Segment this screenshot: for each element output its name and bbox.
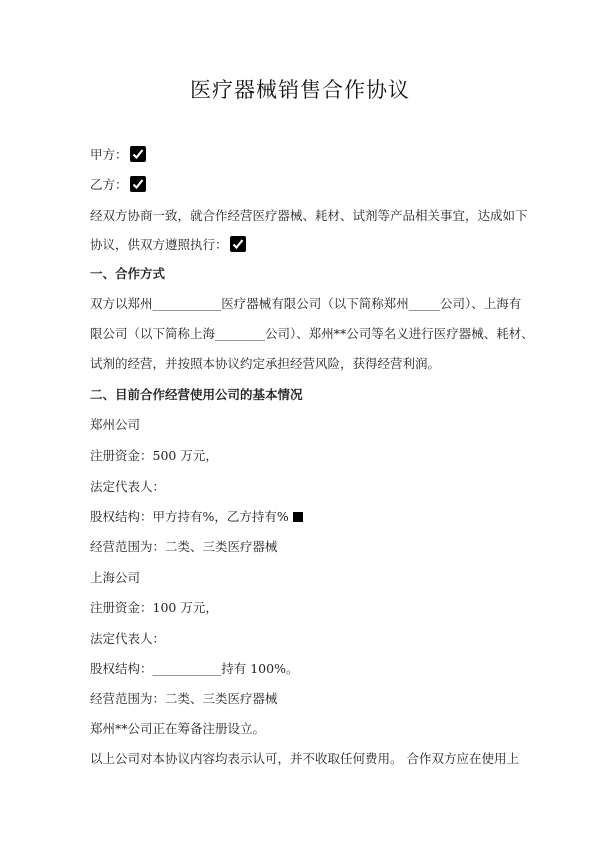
intro-line-2	[90, 236, 246, 254]
zhengzhou-new-company: 郑州**公司正在筹备注册设立。	[90, 721, 266, 736]
intro-line-1: 经双方协商一致，就合作经营医疗器械、耗材、试剂等产品相关事宜，达成如下	[90, 208, 528, 223]
zhengzhou-legal-rep: 法定代表人：	[90, 479, 166, 494]
section-1-para-line: 双方以郑州___________医疗器械有限公司（以下简称郑州_____公司）、上海有	[90, 296, 522, 311]
checkmark-icon	[130, 176, 146, 192]
intro-text: 协议，供双方遵照执行：	[90, 237, 228, 252]
party-b-line	[90, 176, 146, 194]
checkmark-icon	[130, 146, 146, 162]
document-title: 医疗器械销售合作协议	[190, 78, 410, 102]
shanghai-scope: 经营范围为：二类、三类医疗器械	[90, 691, 278, 706]
party-a-label: 甲方：	[90, 147, 128, 162]
section-1-para-line: 限公司（以下简称上海________公司）、郑州**公司等名义进行医疗器械、耗材、	[90, 326, 534, 341]
section-1-heading: 一、合作方式	[90, 266, 166, 281]
zhengzhou-capital: 注册资金：500 万元，	[90, 448, 218, 463]
shanghai-capital: 注册资金：100 万元，	[90, 600, 218, 615]
party-b-label: 乙方：	[90, 177, 128, 192]
square-bullet-icon	[293, 512, 303, 522]
zhengzhou-equity	[90, 508, 303, 526]
shanghai-legal-rep: 法定代表人：	[90, 631, 166, 646]
shanghai-equity: 股权结构：___________持有 100%。	[90, 661, 299, 676]
shanghai-company: 上海公司	[90, 570, 141, 585]
section-1-para-line: 试剂的经营，并按照本协议约定承担经营风险，获得经营利润。	[90, 356, 441, 371]
zhengzhou-equity-text: 股权结构：甲方持有%，乙方持有%	[90, 509, 289, 524]
party-a-line	[90, 146, 146, 164]
checkmark-icon	[230, 236, 246, 252]
closing-paragraph: 以上公司对本协议内容均表示认可，并不收取任何费用。 合作双方应在使用上	[90, 751, 519, 766]
zhengzhou-scope: 经营范围为：二类、三类医疗器械	[90, 539, 278, 554]
zhengzhou-company: 郑州公司	[90, 417, 141, 432]
section-2-heading: 二、目前合作经营使用公司的基本情况	[90, 387, 303, 402]
